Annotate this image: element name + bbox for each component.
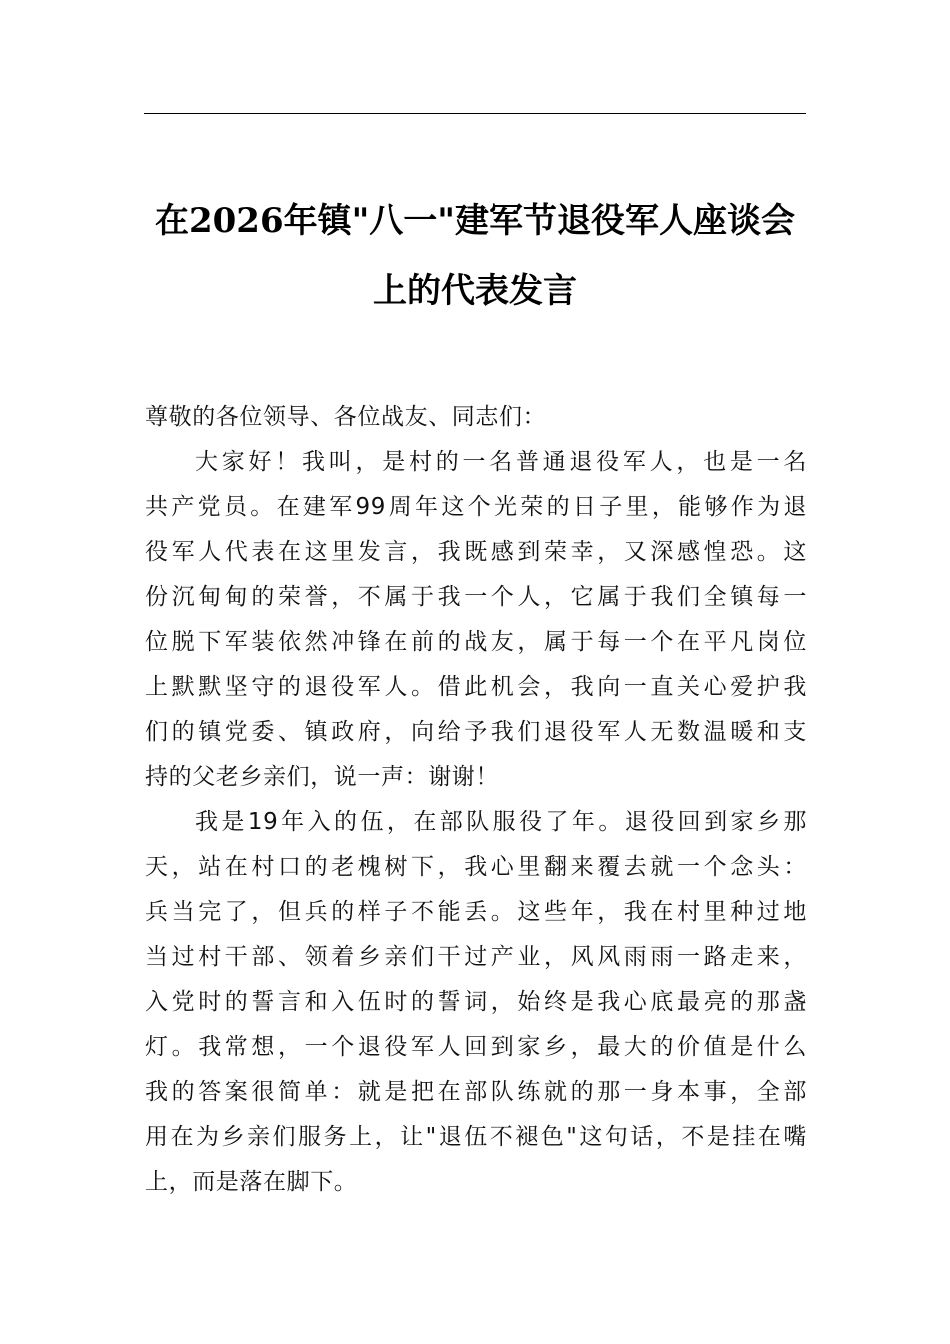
salutation: 尊敬的各位领导、各位战友、同志们：: [145, 404, 547, 430]
paragraph-line: 入党时的誓言和入伍时的誓词，始终是我心底最亮的那盏: [145, 989, 807, 1015]
title-line-1: 在2026年镇"八一"建军节退役军人座谈会: [154, 201, 796, 241]
paragraph-line: 役军人代表在这里发言，我既感到荣幸，又深感惶恐。这: [145, 539, 807, 565]
paragraph-line: 大家好！我叫，是村的一名普通退役军人，也是一名: [195, 449, 807, 475]
paragraph-1: [145, 440, 807, 800]
paragraph-line: 份沉甸甸的荣誉，不属于我一个人，它属于我们全镇每一: [145, 584, 807, 610]
paragraph-line: 天，站在村口的老槐树下，我心里翻来覆去就一个念头：: [145, 854, 807, 880]
paragraph-line: 我的答案很简单：就是把在部队练就的那一身本事，全部: [145, 1079, 807, 1105]
paragraph-2: [145, 800, 807, 1205]
paragraph-line: 用在为乡亲们服务上，让"退伍不褪色"这句话，不是挂在嘴: [145, 1124, 807, 1150]
header-rule: [144, 113, 806, 114]
paragraph-line: 灯。我常想，一个退役军人回到家乡，最大的价值是什么: [145, 1034, 807, 1060]
paragraph-line: 我是19年入的伍，在部队服役了年。退役回到家乡那: [195, 809, 807, 835]
title-line-2: 上的代表发言: [373, 271, 577, 311]
document-title: [144, 186, 806, 326]
paragraph-line: 当过村干部、领着乡亲们干过产业，风风雨雨一路走来，: [145, 944, 807, 970]
paragraph-line: 上默默坚守的退役军人。借此机会，我向一直关心爱护我: [145, 674, 807, 700]
paragraph-line: 兵当完了，但兵的样子不能丢。这些年，我在村里种过地: [145, 899, 807, 925]
paragraph-line: 位脱下军装依然冲锋在前的战友，属于每一个在平凡岗位: [145, 629, 807, 655]
document-body: [145, 395, 807, 1205]
paragraph-line: 上，而是落在脚下。: [145, 1169, 358, 1195]
paragraph-line: 们的镇党委、镇政府，向给予我们退役军人无数温暖和支: [145, 719, 807, 745]
paragraph-line: 共产党员。在建军99周年这个光荣的日子里，能够作为退: [145, 494, 807, 520]
paragraph-line: 持的父老乡亲们，说一声：谢谢！: [145, 764, 499, 790]
